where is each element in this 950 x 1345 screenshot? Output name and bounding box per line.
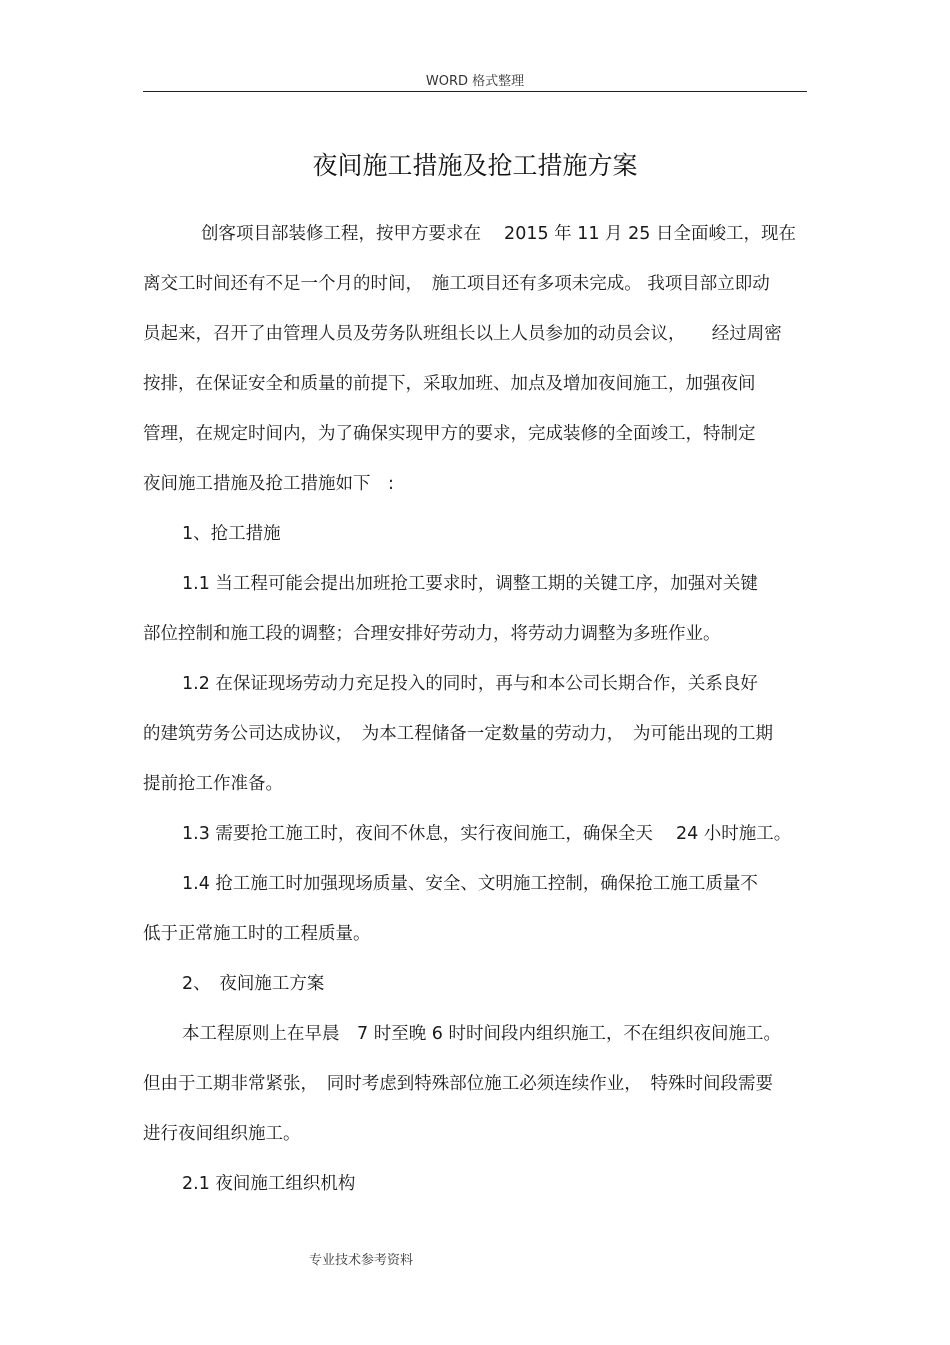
header-divider: [143, 91, 807, 92]
paragraph-line: 员起来，召开了由管理人员及劳务队班组长以上人员参加的动员会议， 经过周密: [143, 324, 782, 344]
paragraph-line: 离交工时间还有不足一个月的时间， 施工项目还有多项未完成。 我项目部立即动: [143, 274, 770, 294]
paragraph-line: 的建筑劳务公司达成协议， 为本工程储备一定数量的劳动力， 为可能出现的工期: [143, 724, 773, 744]
paragraph-line: 管理，在规定时间内，为了确保实现甲方的要求，完成装修的全面竣工，特制定: [143, 424, 756, 444]
paragraph-line: 夜间施工措施及抢工措施如下 :: [143, 474, 394, 494]
paragraph-line: 低于正常施工时的工程质量。: [143, 924, 371, 944]
paragraph-line: 按排，在保证安全和质量的前提下，采取加班、加点及增加夜间施工，加强夜间: [143, 374, 756, 394]
paragraph-line: 部位控制和施工段的调整；合理安排好劳动力，将劳动力调整为多班作业。: [143, 624, 721, 644]
paragraph-line: 本工程原则上在早晨 7 时至晚 6 时时间段内组织施工，不在组织夜间施工。: [182, 1024, 781, 1044]
page-header: WORD 格式整理: [425, 74, 525, 89]
paragraph-line: 1.2 在保证现场劳动力充足投入的同时，再与和本公司长期合作，关系良好: [182, 674, 758, 694]
document-title: 夜间施工措施及抢工措施方案: [312, 151, 638, 180]
paragraph-line: 1.3 需要抢工施工时，夜间不休息，实行夜间施工，确保全天 24 小时施工。: [182, 824, 792, 844]
paragraph-line: 进行夜间组织施工。: [143, 1124, 301, 1144]
section-heading: 2、 夜间施工方案: [182, 974, 325, 994]
paragraph-line: 提前抢工作准备。: [143, 774, 283, 794]
section-heading: 1、抢工措施: [182, 524, 281, 544]
subsection-heading: 2.1 夜间施工组织机构: [182, 1174, 356, 1194]
paragraph-line: 1.1 当工程可能会提出加班抢工要求时，调整工期的关键工序，加强对关键: [182, 574, 758, 594]
paragraph-line: 创客项目部装修工程，按甲方要求在 2015 年 11 月 25 日全面峻工，现在: [201, 224, 796, 244]
paragraph-line: 但由于工期非常紧张， 同时考虑到特殊部位施工必须连续作业， 特殊时间段需要: [143, 1074, 773, 1094]
paragraph-line: 1.4 抢工施工时加强现场质量、安全、文明施工控制，确保抢工施工质量不: [182, 874, 758, 894]
page-footer: 专业技术参考资料: [309, 1253, 414, 1268]
